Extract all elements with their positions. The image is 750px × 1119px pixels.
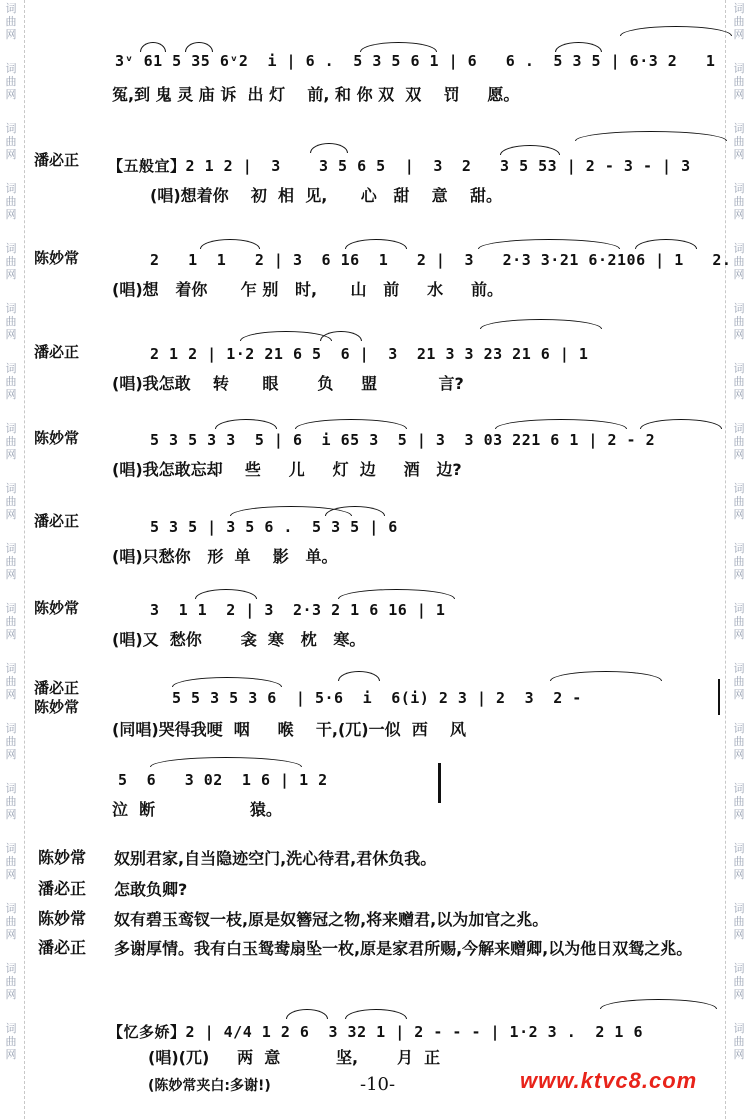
watermark-glyphs: 词 曲 网 (5, 302, 17, 341)
lyrics: (唱)想着你 初 相 见, 心 甜 意 甜。 (150, 186, 502, 205)
watermark-glyphs: 词 曲 网 (733, 2, 745, 41)
watermark-glyphs: 词 曲 网 (5, 842, 17, 881)
slur (286, 1009, 328, 1019)
lyrics: (唱)我怎敢忘却 些 儿 灯 边 酒 边? (112, 460, 462, 479)
lyrics: (唱)想 着你 乍 别 时, 山 前 水 前。 (112, 280, 503, 299)
watermark-glyphs: 词 曲 网 (733, 182, 745, 221)
lyrics: 冤,到 鬼 灵 庙 诉 出 灯 前, 和 你 双 双 罚 愿。 (112, 85, 520, 104)
watermark-glyphs: 词 曲 网 (733, 482, 745, 521)
slur (500, 145, 560, 155)
slur (345, 1009, 407, 1019)
notation: 3 1 1 2 | 3 2·3 2 1 6 16 | 1 (150, 601, 446, 619)
score-line-1 (0, 20, 750, 104)
lyrics: (唱)只愁你 形 单 影 单。 (112, 547, 338, 566)
slur (480, 319, 602, 329)
lyrics: (唱)又 愁你 衾 寒 枕 寒。 (112, 630, 366, 649)
watermark-glyphs: 词 曲 网 (5, 662, 17, 701)
speaker: 陈妙常 (38, 848, 87, 867)
watermark-glyphs: 词 曲 网 (733, 782, 745, 821)
singer-name: 潘必正 (34, 512, 80, 530)
watermark-glyphs: 词 曲 网 (733, 362, 745, 401)
watermark-glyphs: 词 曲 网 (5, 2, 17, 41)
watermark-glyphs: 词 曲 网 (5, 722, 17, 761)
lyrics: (唱)(兀) 两 意 坚, 月 正 (148, 1048, 441, 1067)
watermark-glyphs: 词 曲 网 (5, 122, 17, 161)
slur (575, 131, 727, 141)
watermark-glyphs: 词 曲 网 (5, 182, 17, 221)
watermark-glyphs: 词 曲 网 (733, 62, 745, 101)
slur (310, 143, 348, 153)
notation: 5 5 3 5 3 6 | 5·6 i 6(i) 2 3 | 2 3 2 - (172, 689, 582, 707)
page-number: -10- (360, 1074, 396, 1095)
watermark-glyphs: 词 曲 网 (733, 1022, 745, 1061)
watermark-glyphs: 词 曲 网 (5, 242, 17, 281)
site-url: www.ktvc8.com (520, 1068, 698, 1093)
slur (325, 506, 385, 516)
watermark-glyphs: 词 曲 网 (733, 122, 745, 161)
slur (635, 239, 697, 249)
speaker: 潘必正 (38, 938, 87, 957)
slur (200, 239, 260, 249)
watermark-glyphs: 词 曲 网 (5, 422, 17, 461)
dialogue-text: 怎敢负卿? (114, 880, 188, 899)
watermark-glyphs: 词 曲 网 (733, 542, 745, 581)
notation: 5 3 5 | 3 5 6 . 5 3 5 | 6 (150, 518, 398, 536)
speaker: 潘必正 (38, 879, 87, 898)
watermark-glyphs: 词 曲 网 (733, 662, 745, 701)
lyrics: (同唱)哭得我哽 咽 喉 干,(兀)一似 西 风 (112, 720, 467, 739)
slur (640, 419, 722, 429)
slur (215, 419, 277, 429)
slur (600, 999, 717, 1009)
watermark-glyphs: 词 曲 网 (733, 302, 745, 341)
watermark-glyphs: 词 曲 网 (5, 602, 17, 641)
watermark-glyphs: 词 曲 网 (733, 962, 745, 1001)
notation: 5 6 3 02 1 6 | 1 2 (118, 771, 328, 789)
watermark-glyphs: 词 曲 网 (5, 482, 17, 521)
aside-note: (陈妙常夹白:多谢!) (148, 1078, 271, 1094)
watermark-glyphs: 词 曲 网 (733, 722, 745, 761)
score-line-3 (0, 215, 750, 299)
singer-name: 陈妙常 (34, 249, 80, 267)
watermark-glyphs: 词 曲 网 (733, 422, 745, 461)
dialogue-text: 奴有碧玉鸾钗一枝,原是奴簪冠之物,将来赠君,以为加官之兆。 (114, 910, 549, 929)
slur (320, 331, 362, 341)
tune-name: 【忆多娇】 (108, 1023, 186, 1041)
slur (360, 42, 437, 52)
watermark-glyphs: 词 曲 网 (5, 62, 17, 101)
notation: 2 1 2 | 1·2 21 6 5 6 | 3 21 3 3 23 21 6 | 1 (150, 345, 589, 363)
slur (478, 239, 620, 249)
slur (185, 42, 213, 52)
lyrics: (唱)我怎敢 转 眼 负 盟 言? (112, 374, 464, 393)
singer-name: 陈妙常 (34, 429, 80, 447)
final-bar-line (438, 763, 441, 803)
watermark-glyphs: 词 曲 网 (733, 902, 745, 941)
slur (338, 589, 455, 599)
watermark-glyphs: 词 曲 网 (733, 242, 745, 281)
slur (295, 419, 407, 429)
singer-name: 潘必正 陈妙常 (34, 679, 80, 716)
watermark-glyphs: 词 曲 网 (5, 962, 17, 1001)
slur (172, 677, 282, 687)
notation: 5 3 5 3 3 5 | 6 i 65 3 5 | 3 3 03 221 6 1 | 2 - 2 (150, 431, 656, 449)
singer-name: 陈妙常 (34, 599, 80, 617)
speaker: 陈妙常 (38, 909, 87, 928)
slur (620, 26, 732, 36)
slur (195, 589, 257, 599)
watermark-glyphs: 词 曲 网 (5, 542, 17, 581)
slur (150, 757, 302, 767)
score-line-9 (0, 745, 750, 825)
slur (240, 331, 332, 341)
watermark-glyphs: 词 曲 网 (5, 782, 17, 821)
lyrics: 泣 断 猿。 (112, 800, 282, 819)
notation: 2 1 1 2 | 3 6 16 1 2 | 3 2·3 3·21 6·2106 | 1 2. (150, 251, 732, 269)
dialogue-text: 奴别君家,自当隐迹空门,洗心待君,君休负我。 (114, 849, 437, 868)
score-line-4 (0, 305, 750, 393)
score-line-8 (0, 665, 750, 745)
bar-line (718, 679, 720, 715)
watermark-glyphs: 词 曲 网 (5, 362, 17, 401)
slur (495, 419, 627, 429)
tune-name: 【五般宜】 (108, 157, 186, 175)
watermark-glyphs: 词 曲 网 (733, 602, 745, 641)
score-line-5 (0, 395, 750, 479)
score-line-2 (0, 125, 750, 205)
score-line-7 (0, 575, 750, 655)
notation: 3ᵛ 61 5 35 6ᵛ2 i | 6 . 5 3 5 6 1 | 6 6 . 5 3 5 | 6·3 2 1 (115, 52, 716, 70)
slur (345, 239, 407, 249)
notation: 【五般宜】2 1 2 | 3 3 5 6 5 | 3 2 3 5 53 | 2 - 3 - | 3 (108, 157, 691, 175)
slur (550, 671, 662, 681)
singer-name: 潘必正 (34, 343, 80, 361)
watermark-glyphs: 词 曲 网 (5, 902, 17, 941)
slur (140, 42, 166, 52)
watermark-glyphs: 词 曲 网 (733, 842, 745, 881)
slur (338, 671, 380, 681)
notation: 【忆多娇】2 | 4/4 1 2 6 3 32 1 | 2 - - - | 1·2 3 . 2 1 6 (108, 1023, 643, 1041)
watermark-glyphs: 词 曲 网 (5, 1022, 17, 1061)
dialogue-text: 多谢厚情。我有白玉鸳鸯扇坠一枚,原是家君所赐,今解来赠卿,以为他日双鸳之兆。 (114, 939, 693, 958)
score-line-10 (0, 995, 750, 1075)
singer-name: 潘必正 (34, 151, 80, 169)
slur (555, 42, 602, 52)
score-line-6 (0, 490, 750, 570)
